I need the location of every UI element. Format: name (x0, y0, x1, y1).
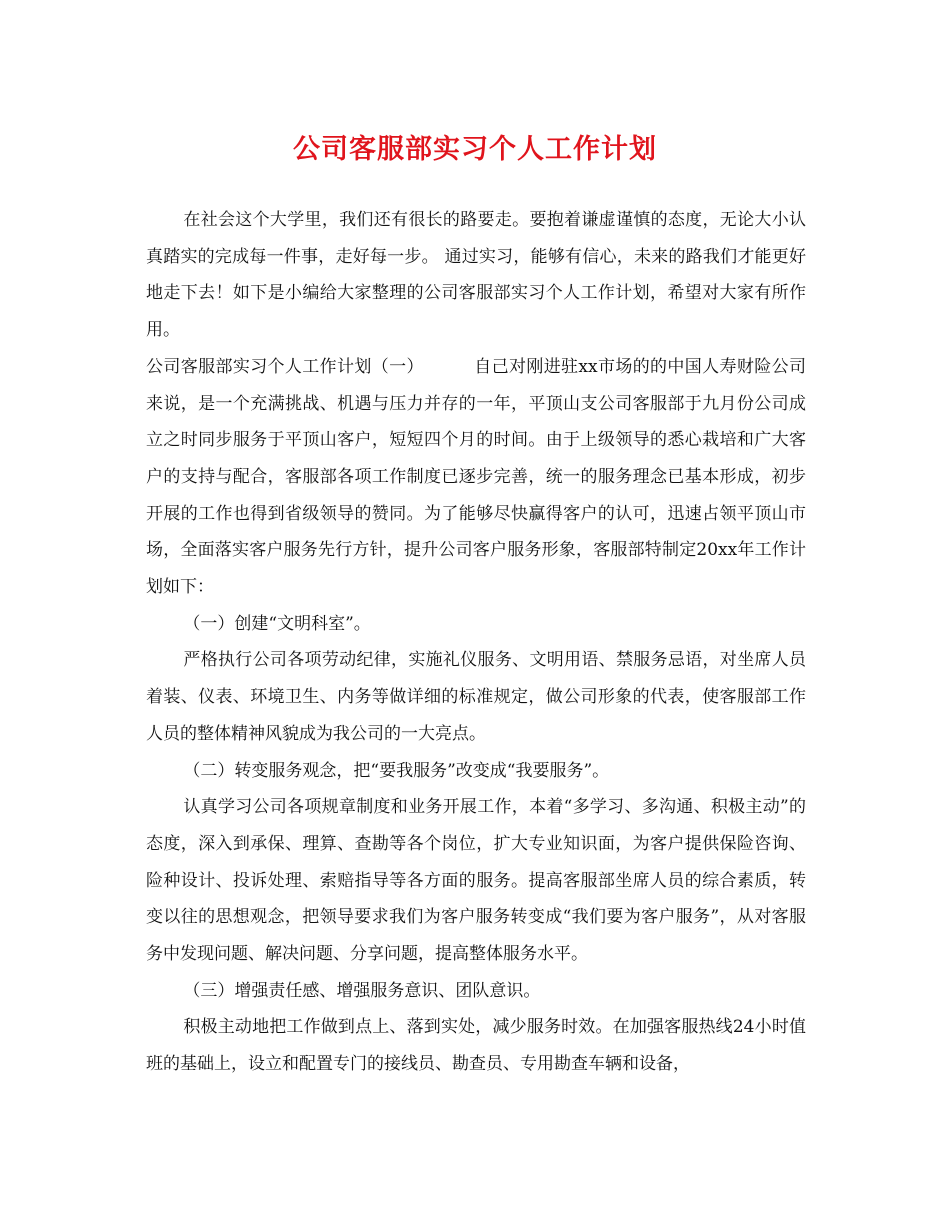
part-paragraph (146, 349, 806, 606)
section3-paragraph: 积极主动地把工作做到点上、落到实处，减少服务时效。在加强客服热线24小时值班的基础上，设立和配置专门的接线员、勘查员、专用勘查车辆和设备， (146, 1017, 806, 1075)
section1-heading: （一）创建“文明科室”。 (183, 613, 371, 634)
document-body (146, 202, 806, 1083)
section2-heading: （二）转变服务观念，把“要我服务”改变成“我要服务”。 (183, 760, 610, 781)
section2-paragraph: 认真学习公司各项规章制度和业务开展工作，本着“多学习、多沟通、积极主动”的态度，深入到承保、理算、查勘等各个岗位，扩大专业知识面，为客户提供保险咨询、险种设计、投诉处理、索赔指导等各方面的服务。提高客服部坐席人员的综合素质，转变以往的思想观念，把领导要求我们为客户服务转变成“我们要为客户服务”，从对客服务中发现问题、解决问题、分享问题，提高整体服务水平。 (146, 797, 806, 965)
part-text: 自己对刚进驻xx市场的的中国人寿财险公司来说，是一个充满挑战、机遇与压力并存的一年，平顶山支公司客服部于九月份公司成立之时同步服务于平顶山客户，短短四个月的时间。由于上级领导的悉心栽培和广大客户的支持与配合，客服部各项工作制度已逐步完善，统一的服务理念已基本形成，初步开展的工作也得到省级领导的赞同。为了能够尽快赢得客户的认可，迅速占领平顶山市场，全面落实客户服务先行方针，提升公司客户服务形象，客服部特制定20xx年工作计划如下： (146, 356, 806, 598)
part-heading: 公司客服部实习个人工作计划（一） (146, 356, 424, 377)
intro-paragraph: 在社会这个大学里，我们还有很长的路要走。要抱着谦虚谨慎的态度，无论大小认真踏实的完成每一件事，走好每一步。 通过实习，能够有信心，未来的路我们才能更好地走下去！如下是小编给大家整理的公司客服部实习个人工作计划，希望对大家有所作用。 (146, 210, 806, 341)
section3-heading: （三）增强责任感、增强服务意识、团队意识。 (183, 980, 541, 1001)
section1-paragraph: 严格执行公司各项劳动纪律，实施礼仪服务、文明用语、禁服务忌语，对坐席人员着装、仪表、环境卫生、内务等做详细的标准规定，做公司形象的代表，使客服部工作人员的整体精神风貌成为我公司的一大亮点。 (146, 650, 806, 744)
document-title: 公司客服部实习个人工作计划 (293, 134, 657, 165)
